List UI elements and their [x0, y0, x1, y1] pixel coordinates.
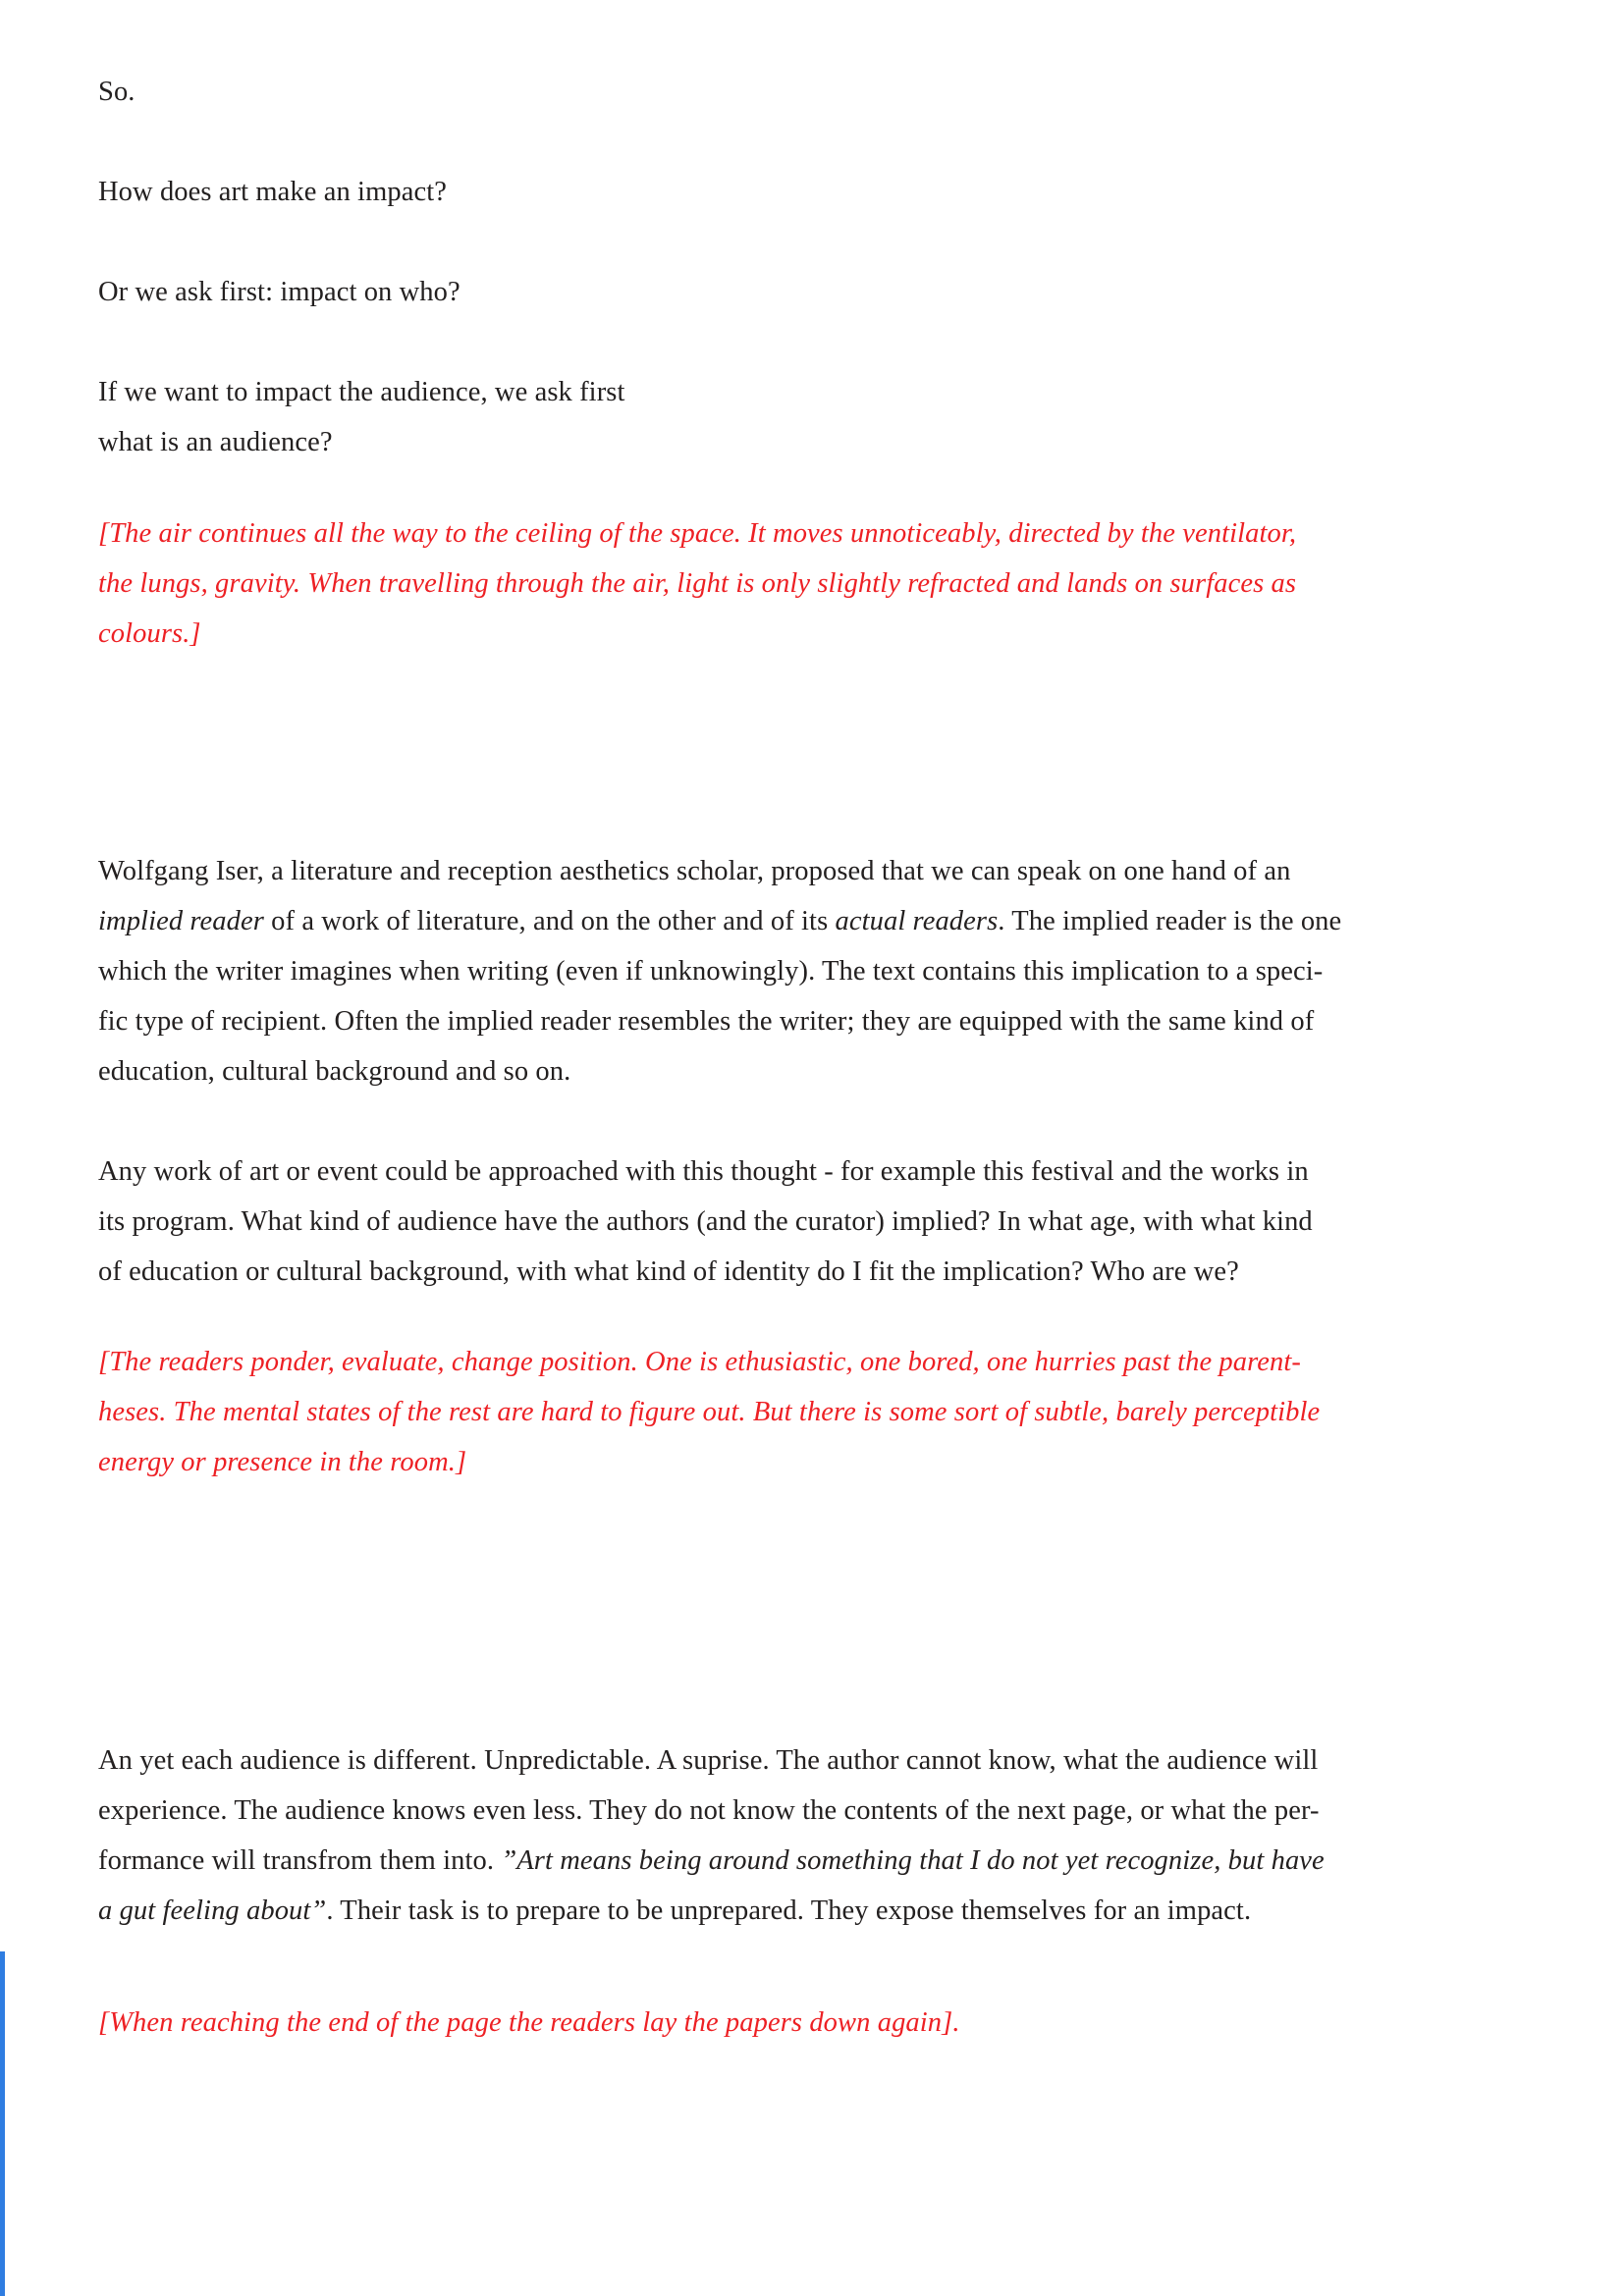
- text-segment: Or we ask first: impact on who?: [98, 277, 460, 307]
- para-wolfgang-iser: [98, 846, 1538, 1096]
- text-segment: its program. What kind of audience have the authors (and the curator) implied? In what age, with what kind: [98, 1206, 1313, 1237]
- text-segment: of a work of literature, and on the other and of its: [263, 906, 836, 936]
- text-segment: formance will transfrom them into.: [98, 1845, 502, 1876]
- stage-direction-end: [98, 1998, 1538, 2048]
- text-segment: [When reaching the end of the page the readers lay the papers down again].: [98, 2007, 960, 2038]
- text-segment: what is an audience?: [98, 427, 333, 457]
- text-segment: heses. The mental states of the rest are hard to figure out. But there is some sort of subtle, barely perceptible: [98, 1397, 1321, 1427]
- para-audience-question: [98, 367, 1538, 467]
- text-segment: of education or cultural background, with what kind of identity do I fit the implication? Who are we?: [98, 1256, 1239, 1287]
- stage-direction-air: [98, 508, 1538, 659]
- document-body: [98, 67, 1538, 2048]
- emphasized-text-segment: actual readers: [835, 906, 999, 936]
- text-segment: education, cultural background and so on.: [98, 1056, 571, 1087]
- stage-direction-readers: [98, 1337, 1538, 1487]
- para-so: [98, 67, 1538, 117]
- para-impact-who: [98, 267, 1538, 317]
- blue-accent-line: [0, 1951, 5, 2296]
- text-segment: An yet each audience is different. Unpredictable. A suprise. The author cannot know, what the audience will: [98, 1745, 1319, 1776]
- text-segment: . The implied reader is the one: [998, 906, 1342, 936]
- text-segment: Wolfgang Iser, a literature and reception aesthetics scholar, proposed that we can speak on one hand of an: [98, 856, 1291, 886]
- text-segment: colours.]: [98, 618, 201, 649]
- text-segment: [The readers ponder, evaluate, change position. One is ethusiastic, one bored, one hurries past the parent-: [98, 1347, 1301, 1377]
- text-segment: energy or presence in the room.]: [98, 1447, 467, 1477]
- text-segment: the lungs, gravity. When travelling through the air, light is only slightly refracted and lands on surfaces as: [98, 568, 1297, 599]
- emphasized-text-segment: implied reader: [98, 906, 264, 936]
- text-segment: How does art make an impact?: [98, 177, 447, 207]
- text-segment: which the writer imagines when writing (even if unknowingly). The text contains this implication to a speci-: [98, 956, 1324, 987]
- text-segment: . Their task is to prepare to be unprepared. They expose themselves for an impact.: [326, 1896, 1252, 1926]
- text-segment: experience. The audience knows even less. They do not know the contents of the next page, or what the per-: [98, 1795, 1320, 1826]
- text-segment: If we want to impact the audience, we ask first: [98, 377, 625, 407]
- text-segment: [The air continues all the way to the ceiling of the space. It moves unnoticeably, directed by the ventilator,: [98, 518, 1297, 549]
- para-any-work: [98, 1147, 1538, 1297]
- text-segment: So.: [98, 77, 135, 107]
- text-segment: fic type of recipient. Often the implied reader resembles the writer; they are equipped with the same kind of: [98, 1006, 1315, 1037]
- emphasized-text-segment: a gut feeling about”: [98, 1896, 327, 1926]
- emphasized-text-segment: ”Art means being around something that I do not yet recognize, but have: [501, 1845, 1325, 1876]
- text-segment: Any work of art or event could be approached with this thought - for example this festival and the works in: [98, 1156, 1309, 1187]
- para-each-audience: [98, 1735, 1538, 1936]
- para-impact-question: [98, 167, 1538, 217]
